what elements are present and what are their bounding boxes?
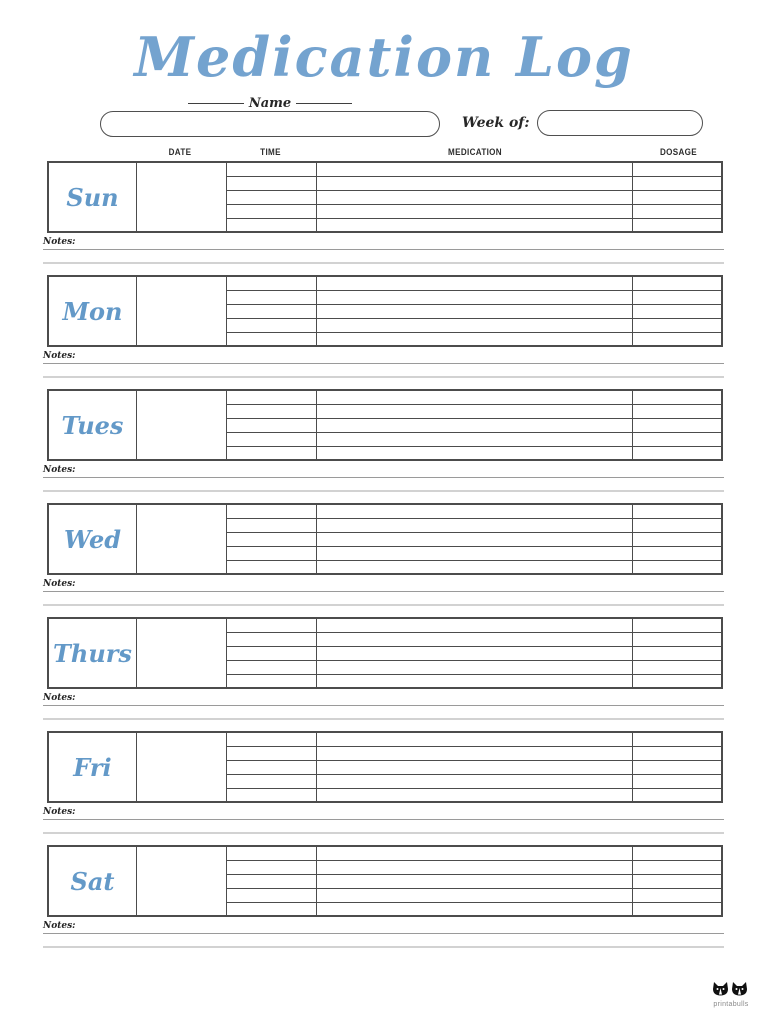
dosage-field[interactable] bbox=[633, 775, 721, 788]
day-sections bbox=[0, 161, 768, 948]
medication-row bbox=[227, 733, 721, 747]
notes-line-1[interactable] bbox=[43, 705, 724, 706]
dosage-field[interactable] bbox=[633, 391, 721, 404]
medication-row bbox=[227, 405, 721, 419]
day-label-cell bbox=[49, 163, 137, 231]
notes-line-1[interactable] bbox=[43, 363, 724, 364]
time-field[interactable] bbox=[227, 333, 317, 346]
brand-name: printabulls bbox=[713, 1001, 749, 1008]
week-of-input[interactable] bbox=[537, 110, 703, 136]
medication-field[interactable] bbox=[317, 419, 633, 432]
medication-field[interactable] bbox=[317, 433, 633, 446]
day-section bbox=[0, 275, 768, 378]
notes-label: Notes: bbox=[43, 579, 76, 590]
time-field[interactable] bbox=[227, 561, 317, 574]
dosage-field[interactable] bbox=[633, 889, 721, 902]
time-field[interactable] bbox=[227, 775, 317, 788]
day-table bbox=[47, 275, 723, 347]
medication-row bbox=[227, 305, 721, 319]
day-label: Mon bbox=[62, 296, 123, 326]
day-label: Tues bbox=[61, 410, 124, 440]
notes-label: Notes: bbox=[43, 351, 76, 362]
medication-rows bbox=[227, 733, 721, 801]
notes-line-1[interactable] bbox=[43, 933, 724, 934]
dosage-field[interactable] bbox=[633, 191, 721, 204]
medication-field[interactable] bbox=[317, 191, 633, 204]
day-label-cell bbox=[49, 733, 137, 801]
dosage-field[interactable] bbox=[633, 419, 721, 432]
dosage-field[interactable] bbox=[633, 561, 721, 574]
time-field[interactable] bbox=[227, 789, 317, 802]
medication-rows bbox=[227, 163, 721, 231]
medication-field[interactable] bbox=[317, 675, 633, 688]
notes-line-2[interactable] bbox=[43, 604, 724, 606]
time-field[interactable] bbox=[227, 533, 317, 546]
notes-line-1[interactable] bbox=[43, 819, 724, 820]
time-field[interactable] bbox=[227, 647, 317, 660]
medication-field[interactable] bbox=[317, 861, 633, 874]
day-table bbox=[47, 503, 723, 575]
medication-row bbox=[227, 761, 721, 775]
notes-label: Notes: bbox=[43, 237, 76, 248]
time-field[interactable] bbox=[227, 747, 317, 760]
medication-row bbox=[227, 277, 721, 291]
medication-row bbox=[227, 433, 721, 447]
medication-field[interactable] bbox=[317, 789, 633, 802]
day-label: Thurs bbox=[53, 638, 132, 668]
medication-row bbox=[227, 903, 721, 916]
notes-line-2[interactable] bbox=[43, 832, 724, 834]
dosage-field[interactable] bbox=[633, 291, 721, 304]
medication-rows bbox=[227, 619, 721, 687]
notes-line-2[interactable] bbox=[43, 718, 724, 720]
notes-label: Notes: bbox=[43, 921, 76, 932]
dosage-field[interactable] bbox=[633, 547, 721, 560]
date-field[interactable] bbox=[137, 277, 227, 345]
dosage-field[interactable] bbox=[633, 405, 721, 418]
medication-field[interactable] bbox=[317, 519, 633, 532]
dosage-field[interactable] bbox=[633, 163, 721, 176]
day-section bbox=[0, 161, 768, 264]
dosage-field[interactable] bbox=[633, 277, 721, 290]
dosage-field[interactable] bbox=[633, 519, 721, 532]
medication-row bbox=[227, 619, 721, 633]
day-section bbox=[0, 617, 768, 720]
notes-line-1[interactable] bbox=[43, 249, 724, 250]
medication-field[interactable] bbox=[317, 889, 633, 902]
medication-field[interactable] bbox=[317, 447, 633, 460]
date-field[interactable] bbox=[137, 619, 227, 687]
dosage-field[interactable] bbox=[633, 875, 721, 888]
medication-field[interactable] bbox=[317, 277, 633, 290]
week-of-label: Week of: bbox=[462, 114, 530, 131]
time-field[interactable] bbox=[227, 205, 317, 218]
dosage-field[interactable] bbox=[633, 633, 721, 646]
notes-line-1[interactable] bbox=[43, 591, 724, 592]
notes-line-2[interactable] bbox=[43, 946, 724, 948]
footer-brand bbox=[712, 981, 750, 1008]
medication-row bbox=[227, 163, 721, 177]
name-input[interactable] bbox=[100, 111, 440, 137]
time-field[interactable] bbox=[227, 889, 317, 902]
medication-field[interactable] bbox=[317, 405, 633, 418]
time-field[interactable] bbox=[227, 661, 317, 674]
medication-row bbox=[227, 875, 721, 889]
page-title: Medication Log bbox=[134, 25, 634, 89]
medication-field[interactable] bbox=[317, 291, 633, 304]
medication-field[interactable] bbox=[317, 633, 633, 646]
medication-field[interactable] bbox=[317, 533, 633, 546]
medication-row bbox=[227, 861, 721, 875]
time-field[interactable] bbox=[227, 505, 317, 518]
medication-row bbox=[227, 789, 721, 802]
time-field[interactable] bbox=[227, 291, 317, 304]
dosage-field[interactable] bbox=[633, 305, 721, 318]
time-field[interactable] bbox=[227, 903, 317, 916]
day-label-cell bbox=[49, 619, 137, 687]
notes-line-2[interactable] bbox=[43, 262, 724, 264]
column-header-time: TIME bbox=[260, 147, 281, 159]
dosage-field[interactable] bbox=[633, 447, 721, 460]
column-header-medication: MEDICATION bbox=[448, 147, 502, 159]
medication-field[interactable] bbox=[317, 305, 633, 318]
day-label-cell bbox=[49, 277, 137, 345]
medication-field[interactable] bbox=[317, 333, 633, 346]
medication-field[interactable] bbox=[317, 647, 633, 660]
medication-field[interactable] bbox=[317, 547, 633, 560]
time-field[interactable] bbox=[227, 761, 317, 774]
notes-area bbox=[43, 237, 724, 264]
time-field[interactable] bbox=[227, 875, 317, 888]
medication-field[interactable] bbox=[317, 205, 633, 218]
name-label-left-rule bbox=[188, 103, 244, 104]
day-label-cell bbox=[49, 391, 137, 459]
medication-row bbox=[227, 561, 721, 574]
dosage-field[interactable] bbox=[633, 433, 721, 446]
medication-row bbox=[227, 333, 721, 346]
dosage-field[interactable] bbox=[633, 619, 721, 632]
medication-row bbox=[227, 889, 721, 903]
time-field[interactable] bbox=[227, 305, 317, 318]
time-field[interactable] bbox=[227, 675, 317, 688]
day-table bbox=[47, 845, 723, 917]
time-field[interactable] bbox=[227, 433, 317, 446]
medication-row bbox=[227, 747, 721, 761]
notes-area bbox=[43, 921, 724, 948]
medication-field[interactable] bbox=[317, 391, 633, 404]
time-field[interactable] bbox=[227, 163, 317, 176]
dosage-field[interactable] bbox=[633, 675, 721, 688]
time-field[interactable] bbox=[227, 733, 317, 746]
notes-line-2[interactable] bbox=[43, 376, 724, 378]
date-field[interactable] bbox=[137, 847, 227, 915]
day-label: Sun bbox=[66, 182, 119, 212]
time-field[interactable] bbox=[227, 847, 317, 860]
day-label-cell bbox=[49, 505, 137, 573]
header-fields-row bbox=[100, 97, 768, 137]
day-label: Wed bbox=[63, 524, 122, 554]
name-label-right-rule bbox=[296, 103, 352, 104]
dosage-field[interactable] bbox=[633, 747, 721, 760]
medication-field[interactable] bbox=[317, 619, 633, 632]
time-field[interactable] bbox=[227, 861, 317, 874]
medication-field[interactable] bbox=[317, 219, 633, 232]
time-field[interactable] bbox=[227, 177, 317, 190]
medication-row bbox=[227, 191, 721, 205]
date-field[interactable] bbox=[137, 505, 227, 573]
time-field[interactable] bbox=[227, 391, 317, 404]
medication-field[interactable] bbox=[317, 505, 633, 518]
time-field[interactable] bbox=[227, 447, 317, 460]
medication-row bbox=[227, 675, 721, 688]
day-label: Sat bbox=[70, 866, 115, 896]
medication-row bbox=[227, 847, 721, 861]
medication-row bbox=[227, 447, 721, 460]
medication-rows bbox=[227, 847, 721, 915]
week-of-field-group bbox=[462, 109, 703, 136]
medication-rows bbox=[227, 277, 721, 345]
time-field[interactable] bbox=[227, 319, 317, 332]
dosage-field[interactable] bbox=[633, 761, 721, 774]
dosage-field[interactable] bbox=[633, 177, 721, 190]
dosage-field[interactable] bbox=[633, 647, 721, 660]
medication-row bbox=[227, 533, 721, 547]
day-section bbox=[0, 389, 768, 492]
time-field[interactable] bbox=[227, 547, 317, 560]
time-field[interactable] bbox=[227, 633, 317, 646]
dosage-field[interactable] bbox=[633, 789, 721, 802]
day-table bbox=[47, 731, 723, 803]
time-field[interactable] bbox=[227, 419, 317, 432]
dosage-field[interactable] bbox=[633, 903, 721, 916]
column-header-dosage: DOSAGE bbox=[659, 147, 698, 159]
dosage-field[interactable] bbox=[633, 505, 721, 518]
medication-row bbox=[227, 291, 721, 305]
date-field[interactable] bbox=[137, 163, 227, 231]
medication-field[interactable] bbox=[317, 747, 633, 760]
day-table bbox=[47, 617, 723, 689]
medication-row bbox=[227, 519, 721, 533]
time-field[interactable] bbox=[227, 191, 317, 204]
medication-field[interactable] bbox=[317, 775, 633, 788]
date-field[interactable] bbox=[137, 391, 227, 459]
dosage-field[interactable] bbox=[633, 205, 721, 218]
medication-row bbox=[227, 205, 721, 219]
time-field[interactable] bbox=[227, 519, 317, 532]
dosage-field[interactable] bbox=[633, 847, 721, 860]
dosage-field[interactable] bbox=[633, 319, 721, 332]
date-field[interactable] bbox=[137, 733, 227, 801]
medication-row bbox=[227, 419, 721, 433]
medication-field[interactable] bbox=[317, 319, 633, 332]
medication-field[interactable] bbox=[317, 875, 633, 888]
dosage-field[interactable] bbox=[633, 533, 721, 546]
day-label: Fri bbox=[73, 752, 112, 782]
medication-row bbox=[227, 633, 721, 647]
dosage-field[interactable] bbox=[633, 661, 721, 674]
medication-row bbox=[227, 547, 721, 561]
medication-row bbox=[227, 219, 721, 232]
name-field-group bbox=[100, 97, 440, 137]
medication-field[interactable] bbox=[317, 847, 633, 860]
day-section bbox=[0, 731, 768, 834]
name-label-row bbox=[100, 97, 440, 110]
day-table bbox=[47, 389, 723, 461]
medication-field[interactable] bbox=[317, 177, 633, 190]
medication-field[interactable] bbox=[317, 733, 633, 746]
medication-row bbox=[227, 177, 721, 191]
medication-field[interactable] bbox=[317, 761, 633, 774]
dosage-field[interactable] bbox=[633, 333, 721, 346]
time-field[interactable] bbox=[227, 619, 317, 632]
dosage-field[interactable] bbox=[633, 733, 721, 746]
day-table bbox=[47, 161, 723, 233]
medication-row bbox=[227, 775, 721, 789]
notes-label: Notes: bbox=[43, 693, 76, 704]
day-label-cell bbox=[49, 847, 137, 915]
medication-field[interactable] bbox=[317, 561, 633, 574]
medication-row bbox=[227, 391, 721, 405]
medication-row bbox=[227, 505, 721, 519]
medication-rows bbox=[227, 505, 721, 573]
medication-row bbox=[227, 661, 721, 675]
day-section bbox=[0, 845, 768, 948]
notes-area bbox=[43, 807, 724, 834]
medication-row bbox=[227, 647, 721, 661]
medication-field[interactable] bbox=[317, 661, 633, 674]
time-field[interactable] bbox=[227, 405, 317, 418]
dosage-field[interactable] bbox=[633, 219, 721, 232]
notes-area bbox=[43, 693, 724, 720]
day-section bbox=[0, 503, 768, 606]
notes-line-2[interactable] bbox=[43, 490, 724, 492]
notes-label: Notes: bbox=[43, 465, 76, 476]
notes-area bbox=[43, 351, 724, 378]
medication-field[interactable] bbox=[317, 163, 633, 176]
notes-area bbox=[43, 465, 724, 492]
column-header-date: DATE bbox=[168, 147, 192, 159]
notes-label: Notes: bbox=[43, 807, 76, 818]
time-field[interactable] bbox=[227, 277, 317, 290]
notes-area bbox=[43, 579, 724, 606]
medication-row bbox=[227, 319, 721, 333]
medication-rows bbox=[227, 391, 721, 459]
name-label: Name bbox=[248, 96, 292, 112]
time-field[interactable] bbox=[227, 219, 317, 232]
notes-line-1[interactable] bbox=[43, 477, 724, 478]
medication-field[interactable] bbox=[317, 903, 633, 916]
column-headers bbox=[47, 144, 723, 158]
dosage-field[interactable] bbox=[633, 861, 721, 874]
